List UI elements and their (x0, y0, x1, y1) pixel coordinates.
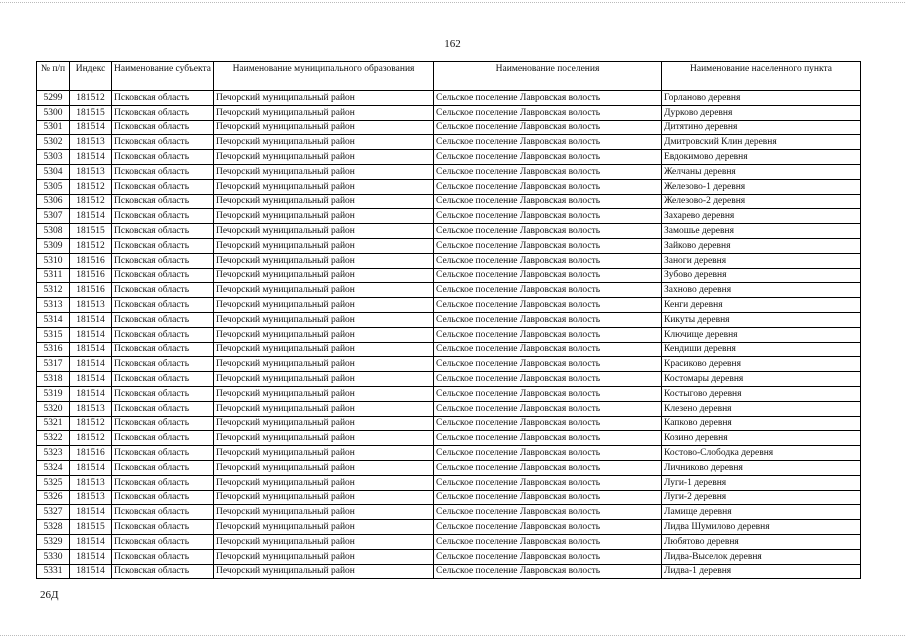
cell-index: 181515 (70, 105, 112, 120)
cell-num: 5299 (37, 91, 70, 106)
table-row (37, 194, 861, 209)
cell-municipality: Печорский муниципальный район (214, 401, 434, 416)
cell-municipality: Печорский муниципальный район (214, 238, 434, 253)
table-row (37, 416, 861, 431)
cell-index: 181514 (70, 534, 112, 549)
cell-settlement: Сельское поселение Лавровская волость (434, 150, 662, 165)
cell-settlement: Сельское поселение Лавровская волость (434, 253, 662, 268)
cell-municipality: Печорский муниципальный район (214, 312, 434, 327)
cell-settlement: Сельское поселение Лавровская волость (434, 268, 662, 283)
header-index: Индекс (70, 62, 112, 91)
cell-settlement: Сельское поселение Лавровская волость (434, 505, 662, 520)
cell-num: 5324 (37, 460, 70, 475)
header-num: № п/п (37, 62, 70, 91)
cell-locality: Дурково деревня (662, 105, 861, 120)
cell-municipality: Печорский муниципальный район (214, 460, 434, 475)
cell-index: 181514 (70, 372, 112, 387)
cell-num: 5326 (37, 490, 70, 505)
cell-subject: Псковская область (112, 416, 214, 431)
cell-subject: Псковская область (112, 91, 214, 106)
cell-num: 5310 (37, 253, 70, 268)
cell-num: 5314 (37, 312, 70, 327)
cell-subject: Псковская область (112, 342, 214, 357)
table-row (37, 224, 861, 239)
cell-num: 5320 (37, 401, 70, 416)
cell-index: 181514 (70, 564, 112, 579)
cell-locality: Ключище деревня (662, 327, 861, 342)
table-row (37, 534, 861, 549)
cell-subject: Псковская область (112, 179, 214, 194)
table-row (37, 475, 861, 490)
cell-locality: Кенги деревня (662, 298, 861, 313)
table-row (37, 105, 861, 120)
cell-settlement: Сельское поселение Лавровская волость (434, 401, 662, 416)
cell-locality: Евдокимово деревня (662, 150, 861, 165)
cell-settlement: Сельское поселение Лавровская волость (434, 490, 662, 505)
cell-locality: Железово-2 деревня (662, 194, 861, 209)
cell-locality: Дитятино деревня (662, 120, 861, 135)
table-row (37, 357, 861, 372)
table-header-row (37, 62, 861, 91)
cell-settlement: Сельское поселение Лавровская волость (434, 312, 662, 327)
cell-index: 181512 (70, 194, 112, 209)
cell-subject: Псковская область (112, 534, 214, 549)
table-row (37, 564, 861, 579)
cell-municipality: Печорский муниципальный район (214, 120, 434, 135)
cell-subject: Псковская область (112, 312, 214, 327)
table-row (37, 401, 861, 416)
cell-index: 181514 (70, 209, 112, 224)
cell-locality: Желчаны деревня (662, 164, 861, 179)
table-row (37, 372, 861, 387)
cell-subject: Псковская область (112, 549, 214, 564)
cell-settlement: Сельское поселение Лавровская волость (434, 164, 662, 179)
table-row (37, 179, 861, 194)
cell-num: 5309 (37, 238, 70, 253)
cell-municipality: Печорский муниципальный район (214, 490, 434, 505)
table-row (37, 253, 861, 268)
table-row (37, 209, 861, 224)
cell-num: 5312 (37, 283, 70, 298)
cell-locality: Горланово деревня (662, 91, 861, 106)
cell-locality: Любятово деревня (662, 534, 861, 549)
table-row (37, 120, 861, 135)
cell-municipality: Печорский муниципальный район (214, 549, 434, 564)
cell-locality: Лидва Шумилово деревня (662, 520, 861, 535)
cell-num: 5311 (37, 268, 70, 283)
cell-index: 181514 (70, 549, 112, 564)
cell-num: 5323 (37, 446, 70, 461)
cell-settlement: Сельское поселение Лавровская волость (434, 357, 662, 372)
cell-settlement: Сельское поселение Лавровская волость (434, 446, 662, 461)
cell-locality: Дмитровский Клин деревня (662, 135, 861, 150)
cell-municipality: Печорский муниципальный район (214, 357, 434, 372)
cell-index: 181516 (70, 268, 112, 283)
cell-num: 5304 (37, 164, 70, 179)
cell-locality: Лидва-Выселок деревня (662, 549, 861, 564)
cell-settlement: Сельское поселение Лавровская волость (434, 386, 662, 401)
cell-settlement: Сельское поселение Лавровская волость (434, 135, 662, 150)
cell-settlement: Сельское поселение Лавровская волость (434, 460, 662, 475)
scan-top-edge (0, 2, 905, 3)
cell-subject: Псковская область (112, 150, 214, 165)
cell-subject: Псковская область (112, 253, 214, 268)
table-row (37, 505, 861, 520)
cell-index: 181516 (70, 283, 112, 298)
cell-subject: Псковская область (112, 283, 214, 298)
cell-index: 181514 (70, 120, 112, 135)
cell-settlement: Сельское поселение Лавровская волость (434, 179, 662, 194)
cell-index: 181516 (70, 253, 112, 268)
table-row (37, 327, 861, 342)
cell-index: 181515 (70, 224, 112, 239)
table-row (37, 386, 861, 401)
cell-municipality: Печорский муниципальный район (214, 342, 434, 357)
table-row (37, 431, 861, 446)
cell-settlement: Сельское поселение Лавровская волость (434, 372, 662, 387)
cell-municipality: Печорский муниципальный район (214, 416, 434, 431)
cell-locality: Ламище деревня (662, 505, 861, 520)
cell-num: 5316 (37, 342, 70, 357)
cell-num: 5327 (37, 505, 70, 520)
cell-num: 5321 (37, 416, 70, 431)
cell-index: 181513 (70, 298, 112, 313)
cell-subject: Псковская область (112, 120, 214, 135)
cell-index: 181514 (70, 342, 112, 357)
cell-settlement: Сельское поселение Лавровская волость (434, 431, 662, 446)
table-row (37, 460, 861, 475)
header-locality: Наименование населенного пункта (662, 62, 861, 91)
cell-settlement: Сельское поселение Лавровская волость (434, 298, 662, 313)
cell-index: 181512 (70, 238, 112, 253)
page-number: 162 (444, 38, 461, 50)
cell-locality: Костово-Слободка деревня (662, 446, 861, 461)
cell-subject: Псковская область (112, 460, 214, 475)
cell-subject: Псковская область (112, 386, 214, 401)
cell-num: 5331 (37, 564, 70, 579)
cell-settlement: Сельское поселение Лавровская волость (434, 194, 662, 209)
cell-num: 5306 (37, 194, 70, 209)
cell-subject: Псковская область (112, 505, 214, 520)
cell-settlement: Сельское поселение Лавровская волость (434, 564, 662, 579)
cell-subject: Псковская область (112, 490, 214, 505)
cell-num: 5329 (37, 534, 70, 549)
cell-index: 181513 (70, 490, 112, 505)
cell-num: 5303 (37, 150, 70, 165)
cell-locality: Капково деревня (662, 416, 861, 431)
cell-index: 181516 (70, 446, 112, 461)
cell-index: 181513 (70, 135, 112, 150)
table-row (37, 298, 861, 313)
cell-settlement: Сельское поселение Лавровская волость (434, 475, 662, 490)
cell-settlement: Сельское поселение Лавровская волость (434, 342, 662, 357)
cell-locality: Луги-1 деревня (662, 475, 861, 490)
cell-num: 5325 (37, 475, 70, 490)
cell-locality: Козино деревня (662, 431, 861, 446)
cell-settlement: Сельское поселение Лавровская волость (434, 120, 662, 135)
cell-locality: Кендиши деревня (662, 342, 861, 357)
cell-subject: Псковская область (112, 105, 214, 120)
cell-municipality: Печорский муниципальный район (214, 431, 434, 446)
cell-settlement: Сельское поселение Лавровская волость (434, 534, 662, 549)
cell-municipality: Печорский муниципальный район (214, 283, 434, 298)
cell-subject: Псковская область (112, 327, 214, 342)
cell-subject: Псковская область (112, 209, 214, 224)
cell-index: 181514 (70, 357, 112, 372)
cell-municipality: Печорский муниципальный район (214, 209, 434, 224)
cell-locality: Личниково деревня (662, 460, 861, 475)
table-row (37, 150, 861, 165)
cell-num: 5319 (37, 386, 70, 401)
cell-municipality: Печорский муниципальный район (214, 164, 434, 179)
cell-subject: Псковская область (112, 238, 214, 253)
cell-settlement: Сельское поселение Лавровская волость (434, 209, 662, 224)
header-municipality: Наименование муниципального образования (214, 62, 434, 91)
cell-num: 5328 (37, 520, 70, 535)
cell-settlement: Сельское поселение Лавровская волость (434, 224, 662, 239)
cell-subject: Псковская область (112, 194, 214, 209)
cell-subject: Псковская область (112, 268, 214, 283)
table-row (37, 520, 861, 535)
cell-municipality: Печорский муниципальный район (214, 179, 434, 194)
table-row (37, 238, 861, 253)
localities-table (36, 61, 861, 579)
cell-municipality: Печорский муниципальный район (214, 372, 434, 387)
cell-municipality: Печорский муниципальный район (214, 534, 434, 549)
cell-index: 181512 (70, 416, 112, 431)
cell-municipality: Печорский муниципальный район (214, 446, 434, 461)
cell-num: 5302 (37, 135, 70, 150)
cell-locality: Кикуты деревня (662, 312, 861, 327)
table-row (37, 342, 861, 357)
cell-settlement: Сельское поселение Лавровская волость (434, 327, 662, 342)
cell-index: 181512 (70, 91, 112, 106)
cell-num: 5315 (37, 327, 70, 342)
cell-locality: Красиково деревня (662, 357, 861, 372)
cell-subject: Псковская область (112, 564, 214, 579)
cell-num: 5308 (37, 224, 70, 239)
cell-subject: Псковская область (112, 164, 214, 179)
table-row (37, 283, 861, 298)
cell-locality: Костыгово деревня (662, 386, 861, 401)
cell-locality: Клезено деревня (662, 401, 861, 416)
cell-index: 181514 (70, 312, 112, 327)
cell-num: 5317 (37, 357, 70, 372)
cell-subject: Псковская область (112, 475, 214, 490)
cell-municipality: Печорский муниципальный район (214, 150, 434, 165)
cell-subject: Псковская область (112, 431, 214, 446)
cell-locality: Зубово деревня (662, 268, 861, 283)
cell-index: 181513 (70, 475, 112, 490)
cell-locality: Захново деревня (662, 283, 861, 298)
cell-subject: Псковская область (112, 135, 214, 150)
cell-index: 181514 (70, 386, 112, 401)
table-row (37, 91, 861, 106)
cell-municipality: Печорский муниципальный район (214, 105, 434, 120)
cell-municipality: Печорский муниципальный район (214, 327, 434, 342)
cell-municipality: Печорский муниципальный район (214, 135, 434, 150)
cell-subject: Псковская область (112, 520, 214, 535)
scan-bottom-edge (0, 635, 905, 636)
table-row (37, 268, 861, 283)
cell-settlement: Сельское поселение Лавровская волость (434, 91, 662, 106)
table-row (37, 549, 861, 564)
table-row (37, 490, 861, 505)
cell-num: 5313 (37, 298, 70, 313)
cell-municipality: Печорский муниципальный район (214, 386, 434, 401)
header-settlement: Наименование поселения (434, 62, 662, 91)
cell-index: 181513 (70, 401, 112, 416)
cell-index: 181515 (70, 520, 112, 535)
cell-locality: Замошье деревня (662, 224, 861, 239)
cell-locality: Луги-2 деревня (662, 490, 861, 505)
cell-subject: Псковская область (112, 372, 214, 387)
cell-num: 5301 (37, 120, 70, 135)
table-row (37, 164, 861, 179)
cell-settlement: Сельское поселение Лавровская волость (434, 549, 662, 564)
cell-num: 5330 (37, 549, 70, 564)
cell-locality: Железово-1 деревня (662, 179, 861, 194)
table-row (37, 135, 861, 150)
cell-subject: Псковская область (112, 298, 214, 313)
cell-settlement: Сельское поселение Лавровская волость (434, 416, 662, 431)
cell-locality: Лидва-1 деревня (662, 564, 861, 579)
cell-settlement: Сельское поселение Лавровская волость (434, 520, 662, 535)
cell-municipality: Печорский муниципальный район (214, 268, 434, 283)
cell-locality: Костомары деревня (662, 372, 861, 387)
header-subject: Наименование субъекта (112, 62, 214, 91)
cell-settlement: Сельское поселение Лавровская волость (434, 283, 662, 298)
cell-municipality: Печорский муниципальный район (214, 475, 434, 490)
cell-municipality: Печорский муниципальный район (214, 224, 434, 239)
cell-municipality: Печорский муниципальный район (214, 91, 434, 106)
cell-settlement: Сельское поселение Лавровская волость (434, 105, 662, 120)
cell-index: 181512 (70, 431, 112, 446)
cell-municipality: Печорский муниципальный район (214, 298, 434, 313)
cell-index: 181514 (70, 460, 112, 475)
cell-index: 181514 (70, 327, 112, 342)
cell-locality: Заноги деревня (662, 253, 861, 268)
cell-subject: Псковская область (112, 401, 214, 416)
cell-municipality: Печорский муниципальный район (214, 520, 434, 535)
cell-locality: Захарево деревня (662, 209, 861, 224)
cell-num: 5305 (37, 179, 70, 194)
cell-municipality: Печорский муниципальный район (214, 253, 434, 268)
cell-subject: Псковская область (112, 357, 214, 372)
cell-index: 181514 (70, 505, 112, 520)
cell-num: 5300 (37, 105, 70, 120)
cell-subject: Псковская область (112, 224, 214, 239)
cell-num: 5322 (37, 431, 70, 446)
table-row (37, 446, 861, 461)
cell-index: 181512 (70, 179, 112, 194)
cell-municipality: Печорский муниципальный район (214, 194, 434, 209)
footer-code: 26Д (40, 589, 59, 601)
cell-subject: Псковская область (112, 446, 214, 461)
cell-num: 5307 (37, 209, 70, 224)
cell-num: 5318 (37, 372, 70, 387)
cell-municipality: Печорский муниципальный район (214, 564, 434, 579)
table-row (37, 312, 861, 327)
cell-index: 181513 (70, 164, 112, 179)
cell-index: 181514 (70, 150, 112, 165)
cell-settlement: Сельское поселение Лавровская волость (434, 238, 662, 253)
cell-municipality: Печорский муниципальный район (214, 505, 434, 520)
cell-locality: Зайково деревня (662, 238, 861, 253)
